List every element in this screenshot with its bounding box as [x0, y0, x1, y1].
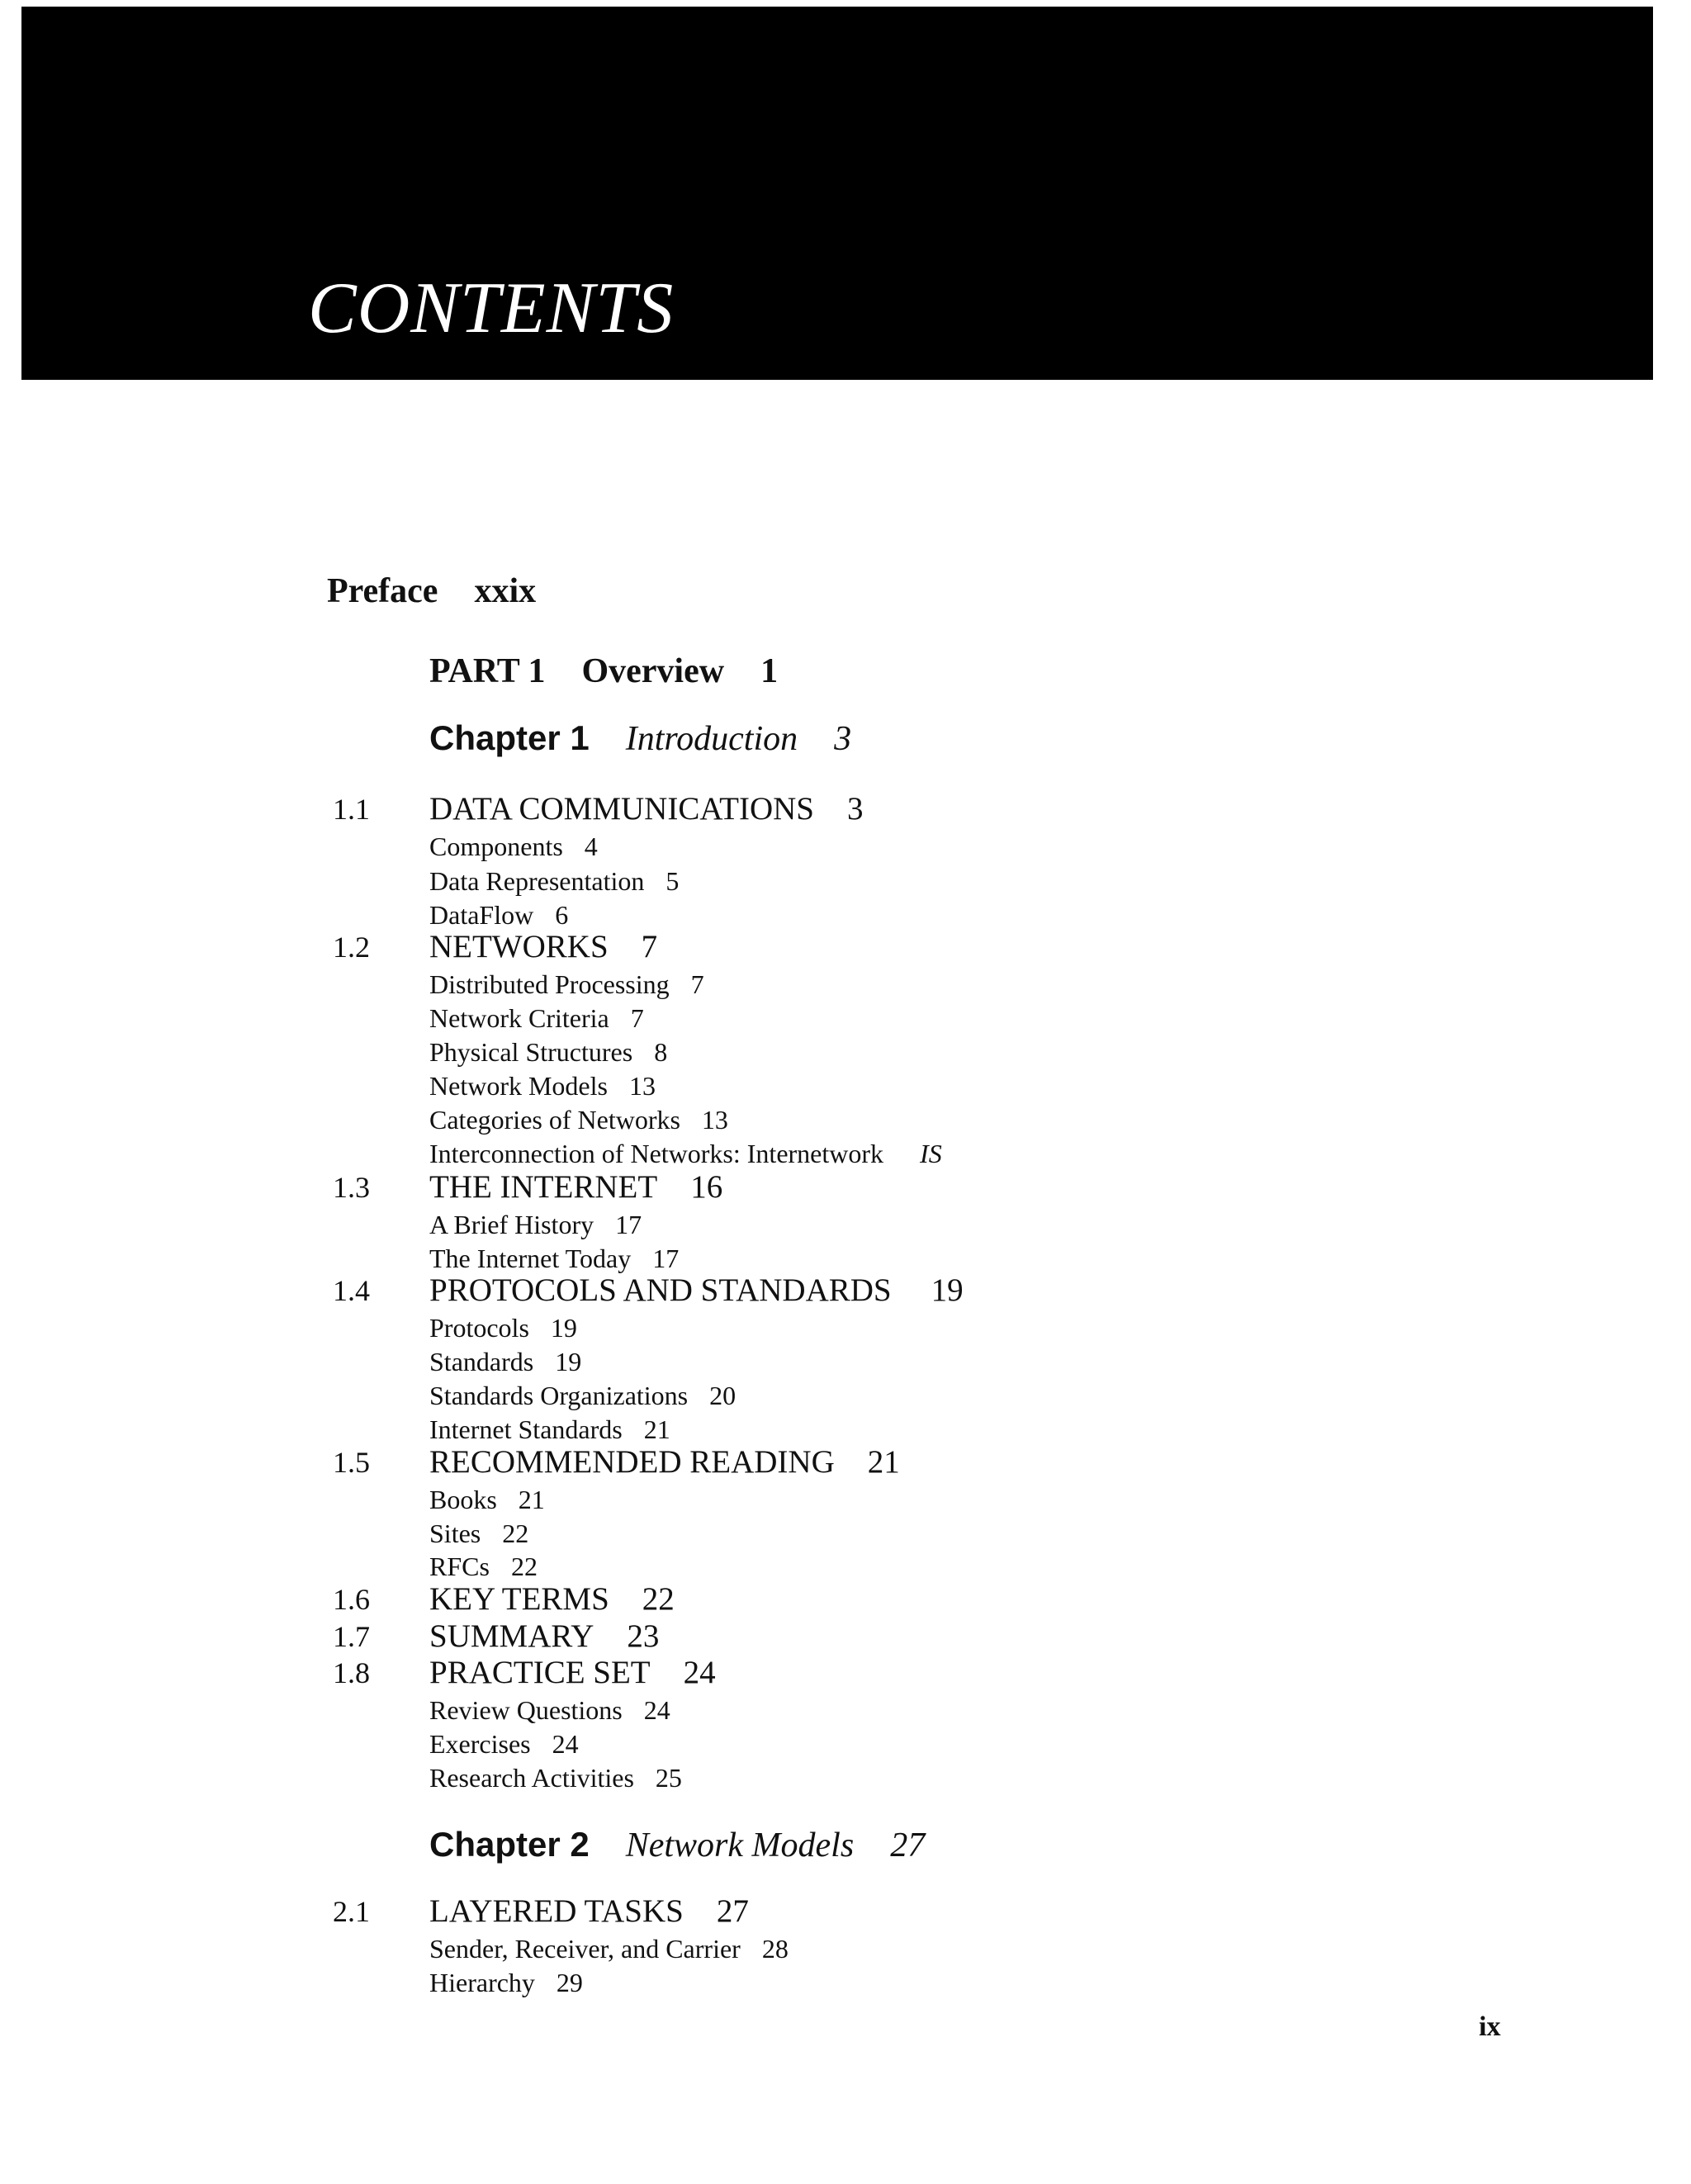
section-number: 1.7: [333, 1620, 370, 1653]
subsection-title: Standards: [429, 1347, 534, 1376]
subsection-title: Distributed Processing: [429, 969, 670, 999]
preface-page: xxix: [474, 572, 537, 610]
section-page: 22: [642, 1581, 675, 1617]
subsection-page: 22: [510, 1552, 538, 1581]
subsection-title: DataFlow: [429, 900, 534, 930]
subsection-title: Protocols: [429, 1313, 529, 1343]
subsection-title: Sites: [429, 1518, 481, 1548]
section-number: 1.5: [333, 1446, 370, 1479]
subsection-title: Categories of Networks: [429, 1105, 680, 1135]
section-title: PRACTICE SET: [429, 1655, 651, 1690]
subsection-title: Review Questions: [429, 1695, 623, 1725]
section-number: 1.6: [333, 1583, 370, 1616]
section-number: 1.2: [333, 931, 370, 964]
toc-section-entry[interactable]: [429, 1274, 964, 1306]
part-label: PART 1: [429, 652, 546, 690]
section-title: DATA COMMUNICATIONS: [429, 791, 815, 827]
subsection-page: 13: [628, 1071, 656, 1101]
subsection-page: 29: [556, 1968, 583, 1997]
section-number: 1.3: [333, 1171, 370, 1204]
toc-section-entry[interactable]: [429, 1895, 749, 1927]
subsection-page: 17: [652, 1244, 680, 1273]
toc-subsection-entry[interactable]: [429, 1520, 528, 1547]
subsection-title: Interconnection of Networks: Internetwork: [429, 1139, 884, 1168]
page-title: CONTENTS: [308, 268, 675, 348]
subsection-title: Network Models: [429, 1071, 608, 1101]
section-number: 1.1: [333, 793, 370, 826]
subsection-title: Network Criteria: [429, 1003, 609, 1033]
toc-subsection-entry[interactable]: [429, 1106, 728, 1133]
toc-subsection-entry[interactable]: [429, 902, 568, 928]
subsection-page: 8: [654, 1037, 668, 1067]
chapter-title: Introduction: [625, 720, 798, 758]
subsection-title: Books: [429, 1485, 497, 1514]
subsection-page: 17: [615, 1210, 642, 1239]
toc-subsection-entry[interactable]: [429, 1211, 642, 1238]
section-page: 19: [931, 1272, 964, 1308]
section-title: RECOMMENDED READING: [429, 1444, 835, 1480]
section-title: SUMMARY: [429, 1618, 594, 1654]
toc-subsection-entry[interactable]: [429, 1416, 670, 1443]
subsection-page: 4: [584, 831, 598, 861]
section-number: 2.1: [333, 1895, 370, 1928]
subsection-title: Internet Standards: [429, 1414, 623, 1444]
toc-subsection-entry[interactable]: [429, 971, 704, 997]
toc-subsection-entry[interactable]: [429, 1731, 579, 1757]
section-number: 1.4: [333, 1274, 370, 1307]
chapter-label: Chapter 1: [429, 718, 590, 757]
subsection-title: Data Representation: [429, 866, 645, 896]
toc-chapter-entry[interactable]: [429, 718, 852, 758]
toc-chapter-entry[interactable]: [429, 1827, 925, 1863]
toc-section-entry[interactable]: [429, 1620, 659, 1652]
section-title: LAYERED TASKS: [429, 1893, 684, 1929]
toc-subsection-entry[interactable]: [429, 1382, 736, 1409]
toc-section-entry[interactable]: [429, 931, 657, 963]
toc-subsection-entry[interactable]: [429, 1348, 581, 1375]
subsection-title: A Brief History: [429, 1210, 594, 1239]
subsection-page: 19: [550, 1313, 577, 1343]
toc-subsection-entry[interactable]: [429, 1245, 679, 1272]
section-number: 1.8: [333, 1656, 370, 1689]
toc-section-entry[interactable]: [429, 1446, 900, 1478]
subsection-page: 28: [761, 1934, 789, 1964]
subsection-title: Research Activities: [429, 1763, 634, 1793]
toc-subsection-entry[interactable]: [429, 868, 679, 894]
subsection-page: 22: [502, 1518, 529, 1548]
section-page: 24: [683, 1655, 716, 1690]
toc-subsection-entry[interactable]: [429, 1697, 670, 1723]
toc-subsection-entry[interactable]: [429, 833, 598, 860]
part-page: 1: [760, 652, 779, 690]
subsection-title: Sender, Receiver, and Carrier: [429, 1934, 741, 1964]
chapter-title: Network Models: [625, 1826, 855, 1864]
toc-preface-entry[interactable]: [327, 574, 536, 609]
subsection-page: 5: [666, 866, 680, 896]
toc-section-entry[interactable]: [429, 1583, 675, 1615]
subsection-page: 7: [630, 1003, 644, 1033]
preface-label: Preface: [327, 572, 438, 610]
subsection-page: 6: [555, 900, 569, 930]
section-title: THE INTERNET: [429, 1169, 658, 1205]
toc-subsection-entry[interactable]: [429, 1039, 667, 1065]
subsection-title: The Internet Today: [429, 1244, 632, 1273]
toc-section-entry[interactable]: [429, 793, 864, 825]
toc-subsection-entry[interactable]: [429, 1553, 538, 1580]
section-title: PROTOCOLS AND STANDARDS: [429, 1272, 892, 1308]
subsection-title: Exercises: [429, 1729, 531, 1759]
section-page: 16: [690, 1169, 723, 1205]
section-page: 3: [847, 791, 864, 827]
part-title: Overview: [581, 652, 725, 690]
subsection-page: 25: [655, 1763, 682, 1793]
toc-subsection-entry[interactable]: [429, 1140, 942, 1167]
toc-section-entry[interactable]: [429, 1656, 716, 1689]
subsection-title: RFCs: [429, 1552, 490, 1581]
subsection-page: 24: [552, 1729, 579, 1759]
subsection-page: IS: [920, 1139, 942, 1168]
subsection-page: 20: [709, 1381, 737, 1410]
subsection-page: 19: [555, 1347, 582, 1376]
section-page: 7: [641, 929, 658, 964]
toc-subsection-entry[interactable]: [429, 1969, 583, 1996]
section-title: NETWORKS: [429, 929, 609, 964]
section-page: 27: [716, 1893, 749, 1929]
toc-subsection-entry[interactable]: [429, 1765, 682, 1791]
toc-subsection-entry[interactable]: [429, 1935, 789, 1962]
subsection-page: 24: [643, 1695, 670, 1725]
toc-part-entry[interactable]: [429, 654, 778, 689]
subsection-page: 13: [701, 1105, 728, 1135]
subsection-page: 7: [690, 969, 704, 999]
chapter-page: 3: [834, 720, 852, 758]
toc-subsection-entry[interactable]: [429, 1486, 545, 1513]
subsection-title: Physical Structures: [429, 1037, 633, 1067]
subsection-page: 21: [518, 1485, 545, 1514]
section-page: 21: [867, 1444, 900, 1480]
section-page: 23: [627, 1618, 660, 1654]
chapter-label: Chapter 2: [429, 1825, 590, 1864]
subsection-title: Components: [429, 831, 563, 861]
subsection-title: Standards Organizations: [429, 1381, 689, 1410]
chapter-page: 27: [890, 1826, 926, 1864]
section-title: KEY TERMS: [429, 1581, 609, 1617]
page-number: ix: [1479, 2011, 1501, 2042]
toc-subsection-entry[interactable]: [429, 1073, 656, 1099]
toc-subsection-entry[interactable]: [429, 1315, 577, 1341]
subsection-title: Hierarchy: [429, 1968, 535, 1997]
header-banner: [21, 7, 1653, 380]
toc-section-entry[interactable]: [429, 1171, 722, 1203]
subsection-page: 21: [643, 1414, 670, 1444]
toc-subsection-entry[interactable]: [429, 1005, 644, 1031]
